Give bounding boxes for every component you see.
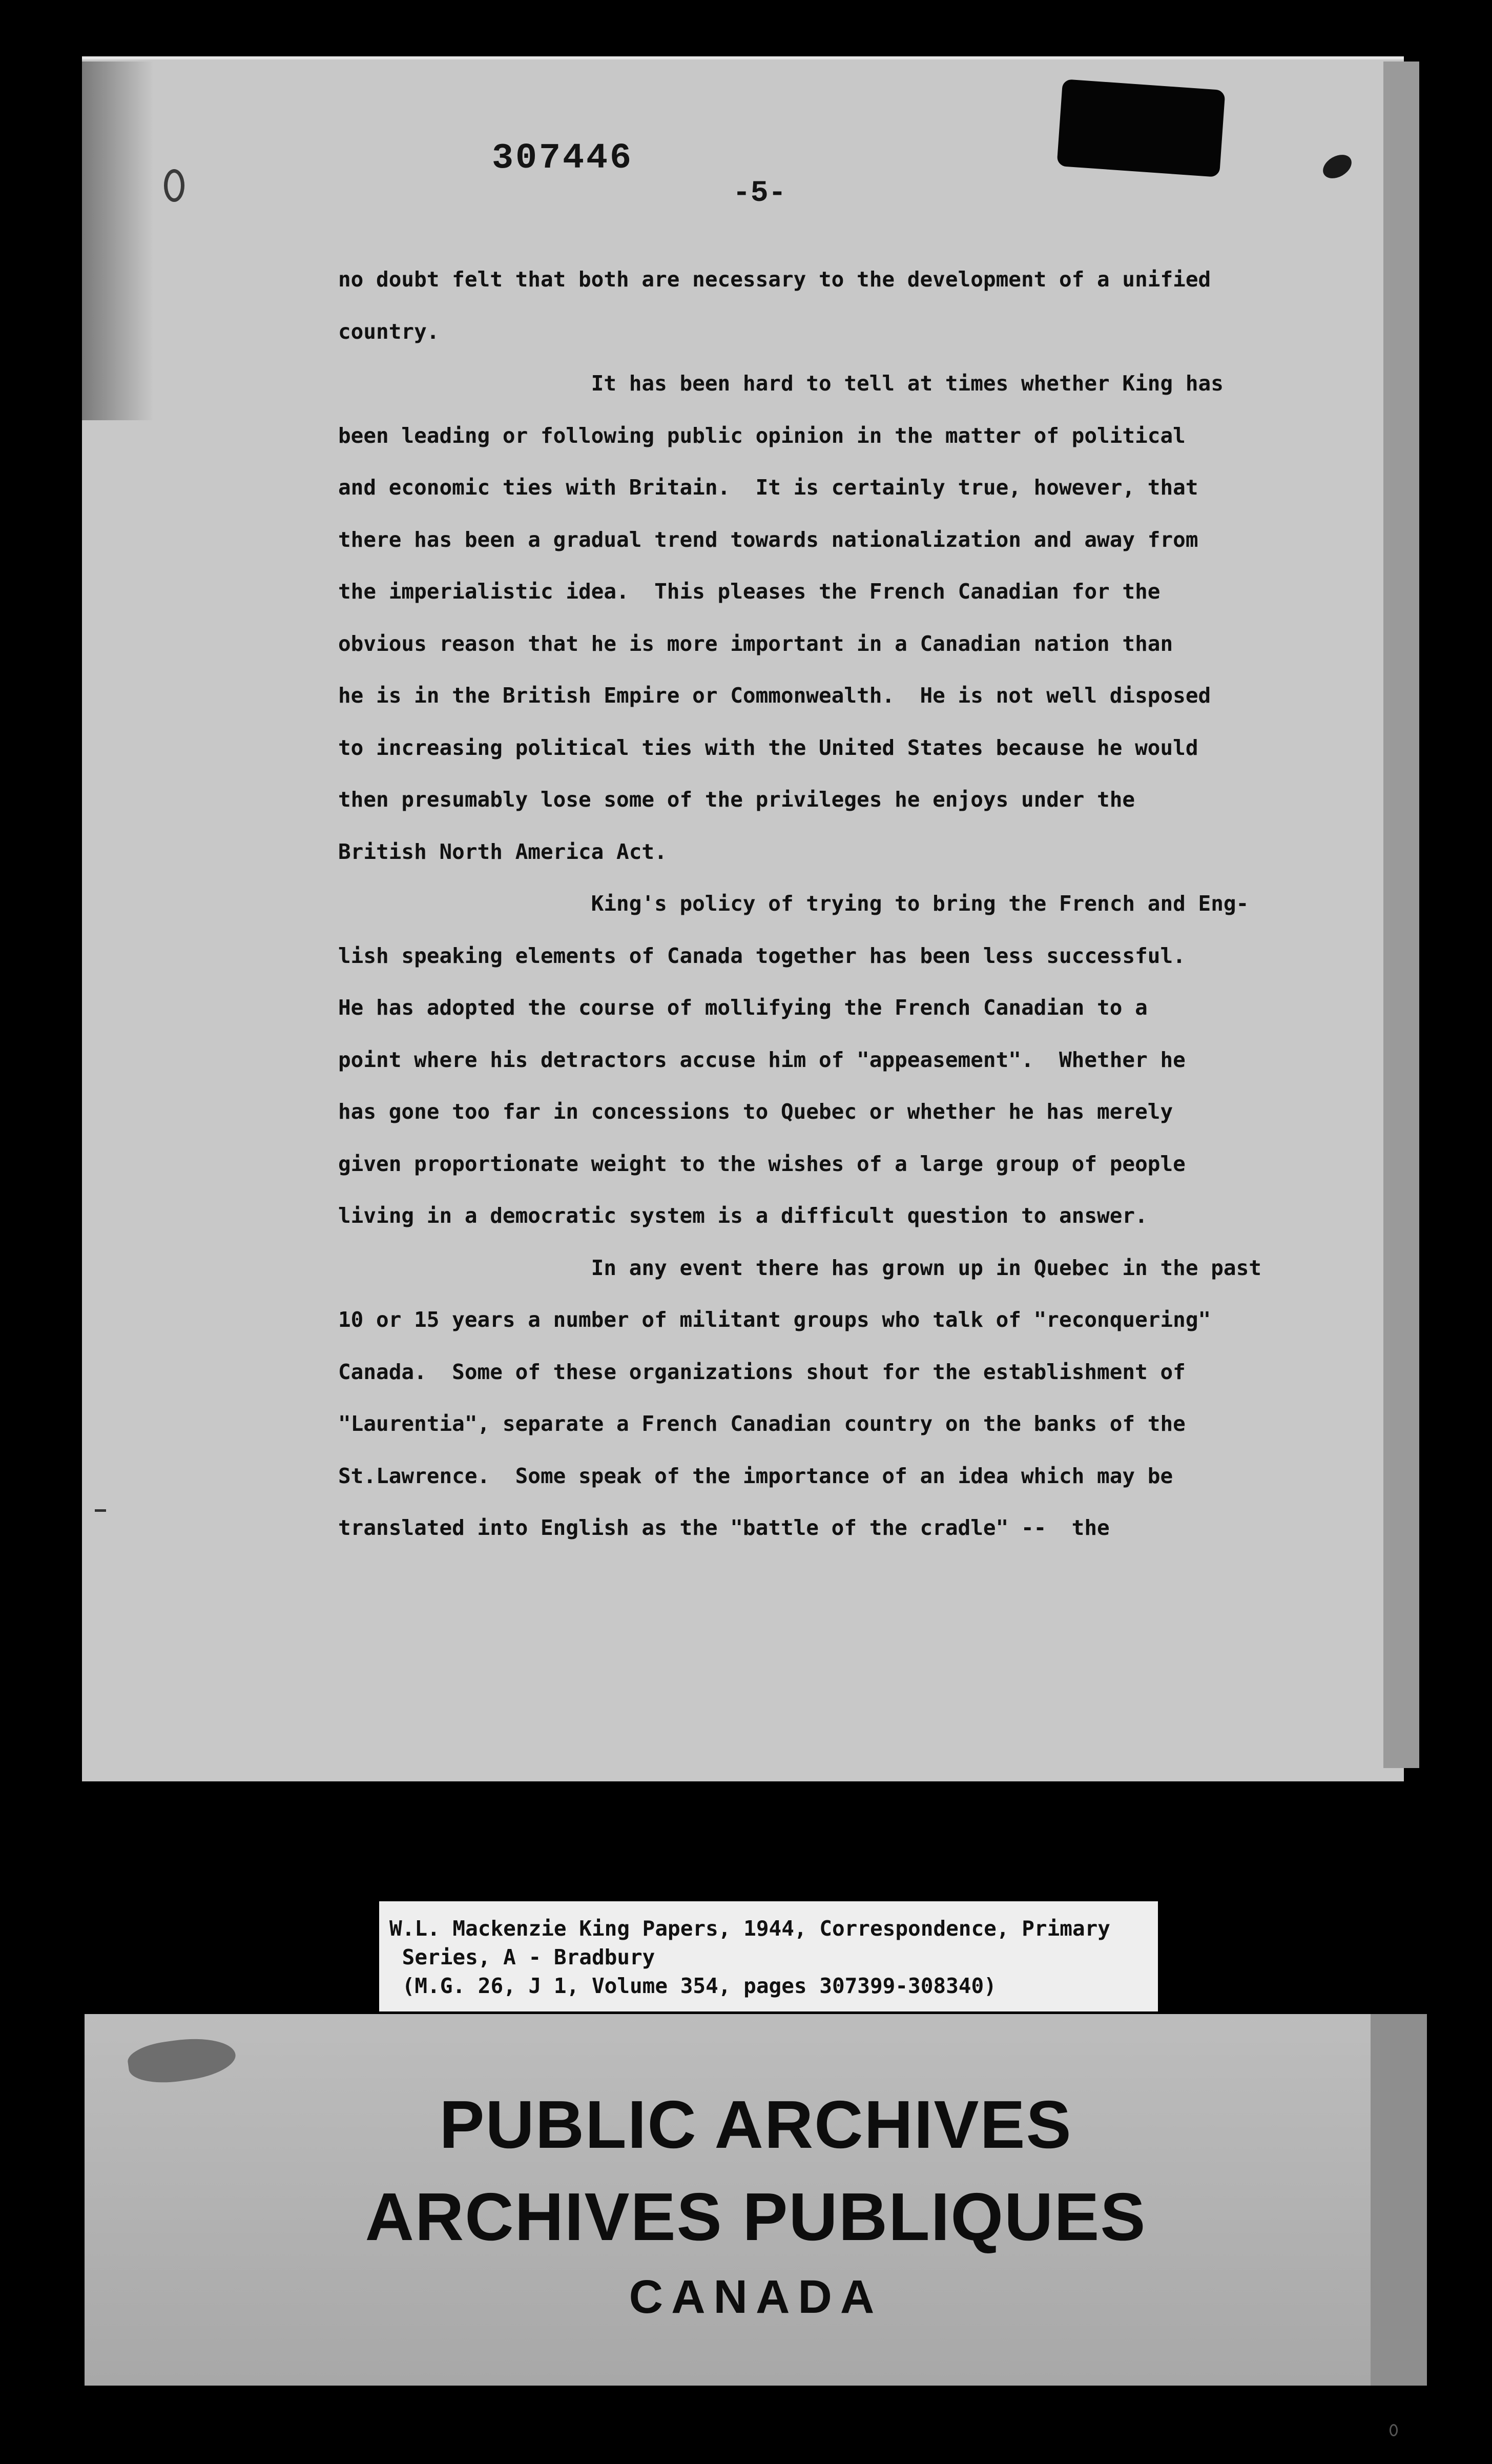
archives-stamp — [85, 2014, 1427, 2386]
punch-hole-mark — [164, 169, 184, 202]
archive-reference-label — [379, 1901, 1158, 2011]
redaction-block — [1056, 79, 1225, 177]
stamp-tear-mark — [126, 2032, 238, 2088]
corner-mark — [1390, 2424, 1398, 2436]
archive-reference-text: W.L. Mackenzie King Papers, 1944, Correspondence, Primary Series, A - Bradbury (M.G. 26, J 1, Volume 354, pages 307399-308340) — [389, 1916, 1110, 1998]
page-stack-edge — [1383, 61, 1419, 1768]
margin-tick — [95, 1509, 106, 1512]
page-number: -5- — [733, 177, 786, 210]
document-number: 307446 — [492, 138, 634, 179]
stamp-line-public-archives: PUBLIC ARCHIVES — [439, 2087, 1072, 2162]
stamp-line-archives-publiques: ARCHIVES PUBLIQUES — [365, 2179, 1147, 2254]
stamp-line-canada: CANADA — [629, 2271, 883, 2323]
typed-body-text: no doubt felt that both are necessary to the development of a unified country. It has been hard to tell at times whether King has been leading or following public opinion in the matter of political and economic ties with Britain. It is certainly true, however, that there has been a gradual trend towards nationalization and away from the imperialistic idea. This pleases the French Canadian for the obvious reason that he is more important in a Canadian nation than he is in the British Empire or Commonwealth. He is not well disposed to increasing political ties with the United States because he would then presumably lose some of the privileges he enjoys under the British North America Act. King's policy of trying to bring the French and Eng- lish speaking elements of Canada together has been less successful. He has adopted the course of mollifying the French Canadian to a point where his detractors accuse him of "appeasement". Whether he has gone too far in concessions to Quebec or whether he has merely given proportionate weight to the wishes of a large group of people living in a democratic system is a difficult question to answer. In any event there has grown up in Quebec in the past 10 or 15 years a number of militant groups who talk of "reconquering" Canada. Some of these organizations shout for the establishment of "Laurentia", separate a French Canadian country on the banks of the St.Lawrence. Some speak of the importance of an idea which may be translated into English as the "battle of the cradle" -- the — [338, 267, 1261, 1540]
page-left-shading — [82, 61, 154, 420]
